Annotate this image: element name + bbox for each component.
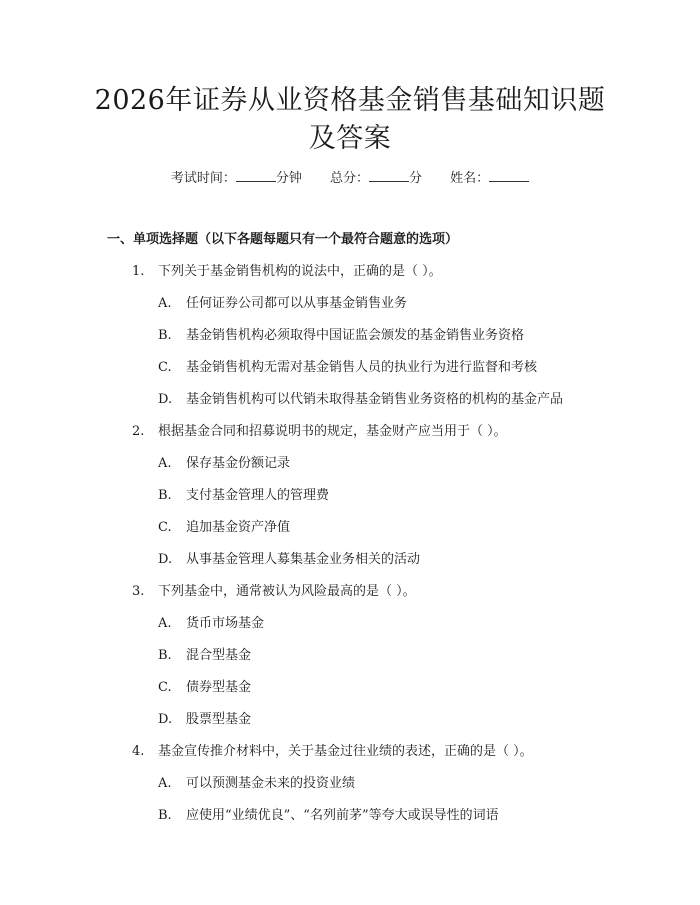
option-text: 基金销售机构可以代销未取得基金销售业务资格的机构的基金产品 (186, 392, 564, 407)
question-2-option-d (158, 551, 420, 569)
question-1 (132, 263, 442, 281)
question-2-option-a (158, 455, 290, 473)
question-number: 3. (132, 584, 145, 599)
total-score-field (330, 169, 422, 188)
question-number: 2. (132, 424, 145, 439)
question-1-option-a (158, 295, 407, 313)
option-letter: C. (158, 680, 172, 695)
option-text: 股票型基金 (186, 712, 252, 727)
question-3-option-d (158, 711, 251, 729)
name-label: 姓名： (450, 171, 490, 186)
option-letter: B. (158, 328, 172, 343)
question-text: 基金宣传推介材料中，关于基金过往业绩的表述，正确的是（ ）。 (158, 744, 533, 759)
question-text: 下列关于基金销售机构的说法中，正确的是（ ）。 (158, 264, 442, 279)
question-4 (132, 743, 533, 761)
option-text: 从事基金管理人募集基金业务相关的活动 (186, 552, 421, 567)
document-title: 2026年证券从业资格基金销售基础知识题及答案 (94, 85, 606, 154)
total-score-label: 总分： (329, 171, 369, 186)
option-text: 基金销售机构无需对基金销售人员的执业行为进行监督和考核 (186, 360, 538, 375)
question-2-option-c (158, 519, 290, 537)
section-heading: 一、单项选择题（以下各题每题只有一个最符合题意的选项） (107, 232, 459, 247)
question-3-option-a (158, 615, 264, 633)
option-letter: B. (158, 648, 172, 663)
option-letter: A. (158, 296, 172, 311)
option-letter: D. (158, 552, 173, 567)
exam-time-blank (236, 169, 276, 182)
option-letter: A. (158, 776, 172, 791)
name-blank (489, 169, 529, 182)
total-score-unit: 分 (409, 171, 423, 186)
option-text: 任何证券公司都可以从事基金销售业务 (186, 296, 408, 311)
option-letter: B. (158, 808, 172, 823)
option-letter: C. (158, 360, 172, 375)
question-3 (132, 583, 416, 601)
option-text: 混合型基金 (186, 648, 252, 663)
option-letter: A. (158, 456, 172, 471)
option-letter: D. (158, 392, 173, 407)
question-1-option-b (158, 327, 524, 345)
total-score-blank (369, 169, 409, 182)
option-text: 货币市场基金 (186, 616, 265, 631)
option-letter: C. (158, 520, 172, 535)
option-text: 债券型基金 (186, 680, 252, 695)
question-number: 4. (132, 744, 145, 759)
question-number: 1. (132, 264, 145, 279)
option-text: 支付基金管理人的管理费 (186, 488, 330, 503)
option-letter: A. (158, 616, 172, 631)
question-text: 根据基金合同和招募说明书的规定，基金财产应当用于（ ）。 (158, 424, 507, 439)
question-2-option-b (158, 487, 329, 505)
question-1-option-c (158, 359, 537, 377)
option-text: 追加基金资产净值 (186, 520, 291, 535)
question-3-option-b (158, 647, 251, 665)
question-3-option-c (158, 679, 251, 697)
question-text: 下列基金中，通常被认为风险最高的是（ ）。 (158, 584, 416, 599)
question-4-option-a (158, 775, 355, 793)
question-2 (132, 423, 507, 441)
option-text: 基金销售机构必须取得中国证监会颁发的基金销售业务资格 (186, 328, 525, 343)
name-field (450, 169, 529, 188)
exam-time-field (171, 169, 302, 188)
exam-time-unit: 分钟 (275, 171, 302, 186)
option-text: 应使用“业绩优良”、“名列前茅”等夸大或误导性的词语 (186, 808, 499, 823)
exam-time-label: 考试时间： (170, 171, 236, 186)
option-letter: B. (158, 488, 172, 503)
question-4-option-b (158, 807, 499, 825)
option-text: 可以预测基金未来的投资业绩 (186, 776, 356, 791)
option-letter: D. (158, 712, 173, 727)
question-1-option-d (158, 391, 563, 409)
option-text: 保存基金份额记录 (186, 456, 291, 471)
exam-info-row (0, 169, 700, 188)
